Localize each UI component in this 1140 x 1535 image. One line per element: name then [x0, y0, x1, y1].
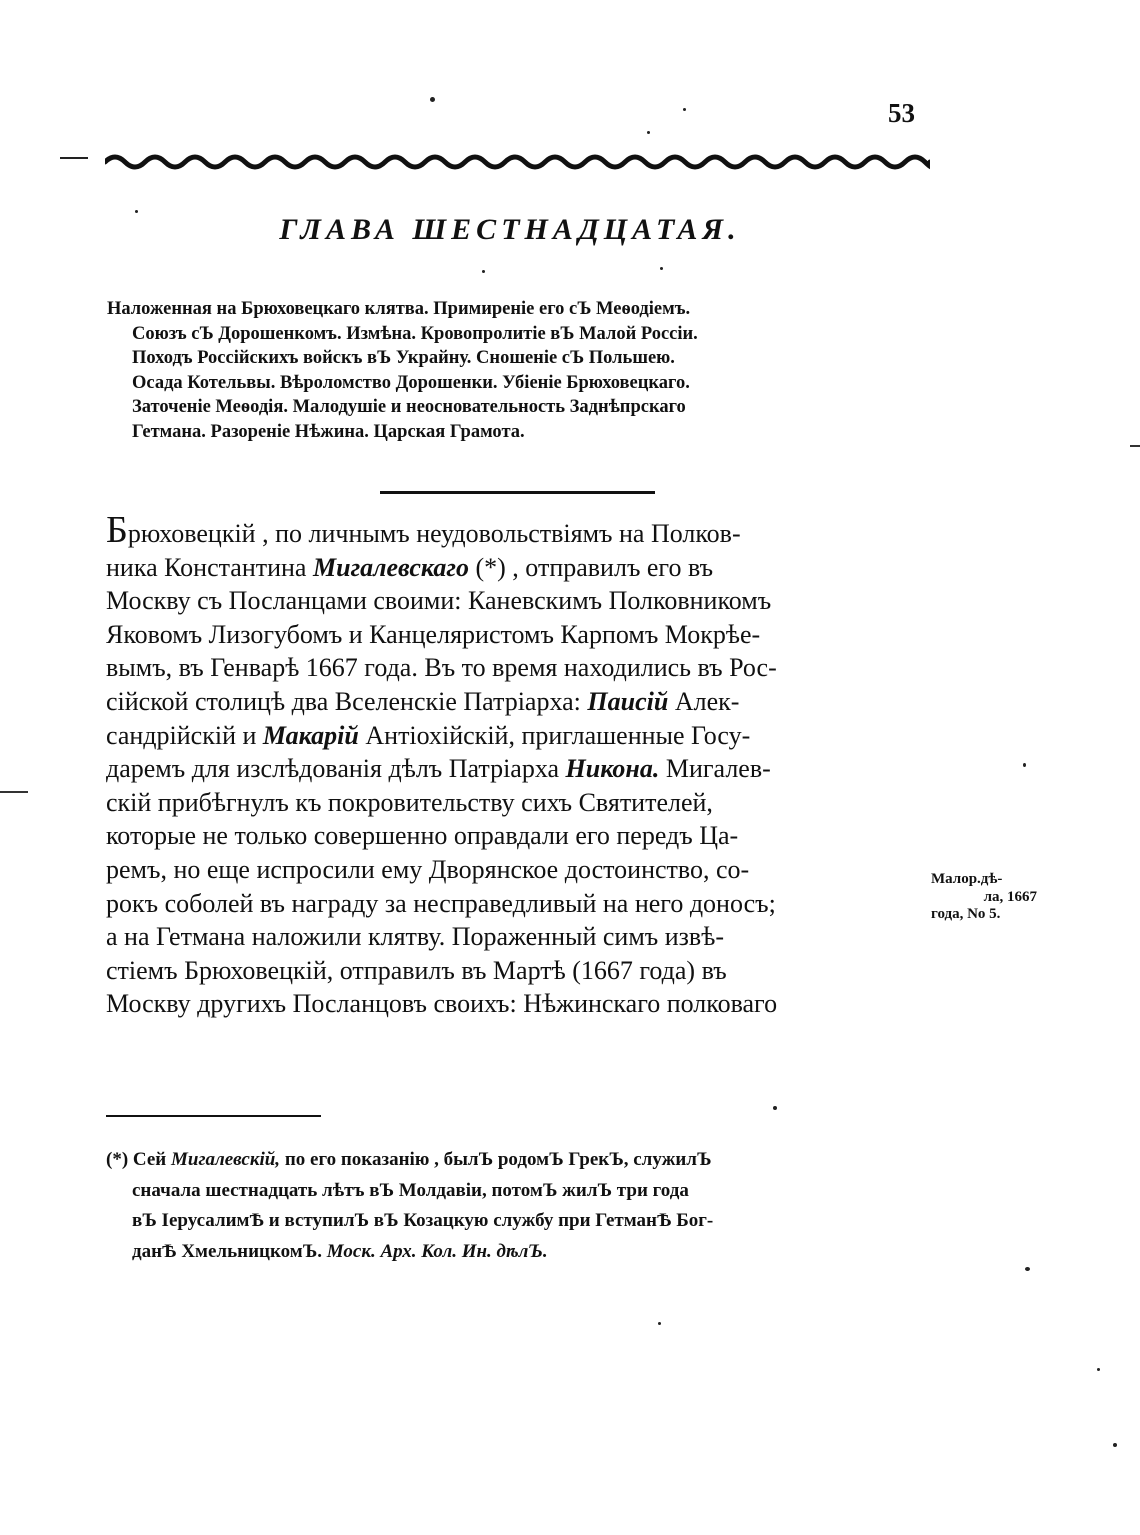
section-divider: [380, 491, 655, 494]
scan-speck: [1113, 1443, 1117, 1447]
scan-speck: [773, 1106, 777, 1110]
scan-speck: [1025, 1267, 1030, 1271]
summary-line: Гетмана. Разореніе Нѣжина. Царская Грамота.: [132, 421, 525, 442]
text-line: сійской столицѣ два Вселенскіе Патріарха: Паисій Алек-: [106, 686, 740, 716]
text-line: Яковомъ Лизогубомъ и Канцеляристомъ Карпомъ Мокрѣе-: [106, 619, 761, 649]
footnote-line: (*) Сей Мигалевскій, по его показанію , былЪ родомЪ ГрекЪ, служилЪ: [106, 1149, 712, 1170]
scan-speck: [683, 108, 686, 111]
footnote-line: данѢ ХмельницкомЪ. Моск. Арх. Кол. Ин. дѣлЪ.: [132, 1240, 548, 1262]
text-line: скій прибѣгнулъ къ покровительству сихъ Святителей,: [106, 787, 713, 817]
text-line: ремъ, но еще испросили ему Дворянское достоинство, со-: [106, 854, 750, 884]
scan-speck: [647, 131, 650, 134]
summary-line: Союзъ сЪ Дорошенкомъ. Измѣна. Кровопролитіе вЪ Малой Россіи.: [132, 323, 698, 344]
text-line: стіемъ Брюховецкій, отправилъ въ Мартѣ (1667 года) въ: [106, 955, 727, 985]
page-number: 53: [888, 98, 915, 128]
drop-cap: Б: [106, 509, 128, 551]
footnote-divider: [106, 1115, 321, 1117]
text-line: а на Гетмана наложили клятву. Пораженный симъ извѣ-: [106, 922, 724, 952]
scan-mark: [0, 791, 28, 793]
text-line: даремъ для изслѣдованія дѣлъ Патріарха Никона. Мигалев-: [106, 754, 771, 784]
margin-note-line: ла, 1667: [983, 888, 1037, 905]
text-line: рокъ соболей въ награду за несправедливый на него доносъ;: [106, 888, 776, 918]
chapter-title: ГЛАВА ШЕСТНАДЦАТАЯ.: [279, 213, 741, 246]
main-text: [106, 509, 936, 1021]
margin-note-line: года, No 5.: [931, 906, 1001, 922]
scan-speck: [660, 267, 663, 270]
summary-line: Наложенная на Брюховецкаго клятва. Примиреніе его cЪ Меѳодіемъ.: [107, 299, 691, 319]
footnote-line: сначала шестнадцать лѣтъ вЪ Молдавіи, потомЪ жилЪ три года: [132, 1179, 689, 1201]
text-line: Москву другихъ Посланцовъ своихъ: Нѣжинскаго полковаго: [106, 989, 778, 1019]
scan-speck: [135, 210, 138, 213]
wavy-ornament-rule: [105, 148, 930, 174]
text-line: которые не только совершенно оправдали его передъ Ца-: [106, 821, 739, 851]
text-line: Брюховецкій , по личнымъ неудовольствіямъ на Полков-: [106, 509, 741, 551]
scan-speck: [1023, 763, 1026, 767]
footnote-line: вЪ ІерусалимѢ и вступилЪ вЪ Козацкую службу при ГетманѢ Бог-: [132, 1210, 714, 1231]
summary-line: Осада Котельвы. Вѣроломство Дорошенки. Убіеніе Брюховецкаго.: [132, 372, 690, 393]
scan-mark: [1130, 445, 1140, 447]
margin-note-line: Малор.дѣ-: [931, 871, 1003, 887]
text-line: вымъ, въ Генварѣ 1667 года. Въ то время находились въ Рос-: [106, 653, 777, 683]
scan-speck: [658, 1322, 661, 1325]
margin-dash: [60, 157, 88, 159]
footnote: [106, 1145, 936, 1267]
text-line: ника Константина Мигалевскаго (*) , отправилъ его въ: [106, 552, 714, 582]
chapter-summary: [107, 297, 933, 445]
scan-speck: [430, 97, 435, 102]
summary-line: Походъ Россійскихъ войскъ вЪ Украйну. Сношеніе сЪ Польшею.: [132, 348, 675, 369]
margin-note: [931, 871, 1041, 924]
scan-speck: [482, 270, 485, 273]
scan-speck: [1097, 1368, 1100, 1371]
summary-line: Заточеніе Меѳодія. Малодушіе и неосновательность Заднѣпрскаго: [132, 397, 686, 418]
text-line: Москву съ Посланцами своими: Каневскимъ Полковникомъ: [106, 586, 772, 616]
text-line: сандрійскій и Макарій Антіохійскій, приглашенные Госу-: [106, 720, 751, 750]
